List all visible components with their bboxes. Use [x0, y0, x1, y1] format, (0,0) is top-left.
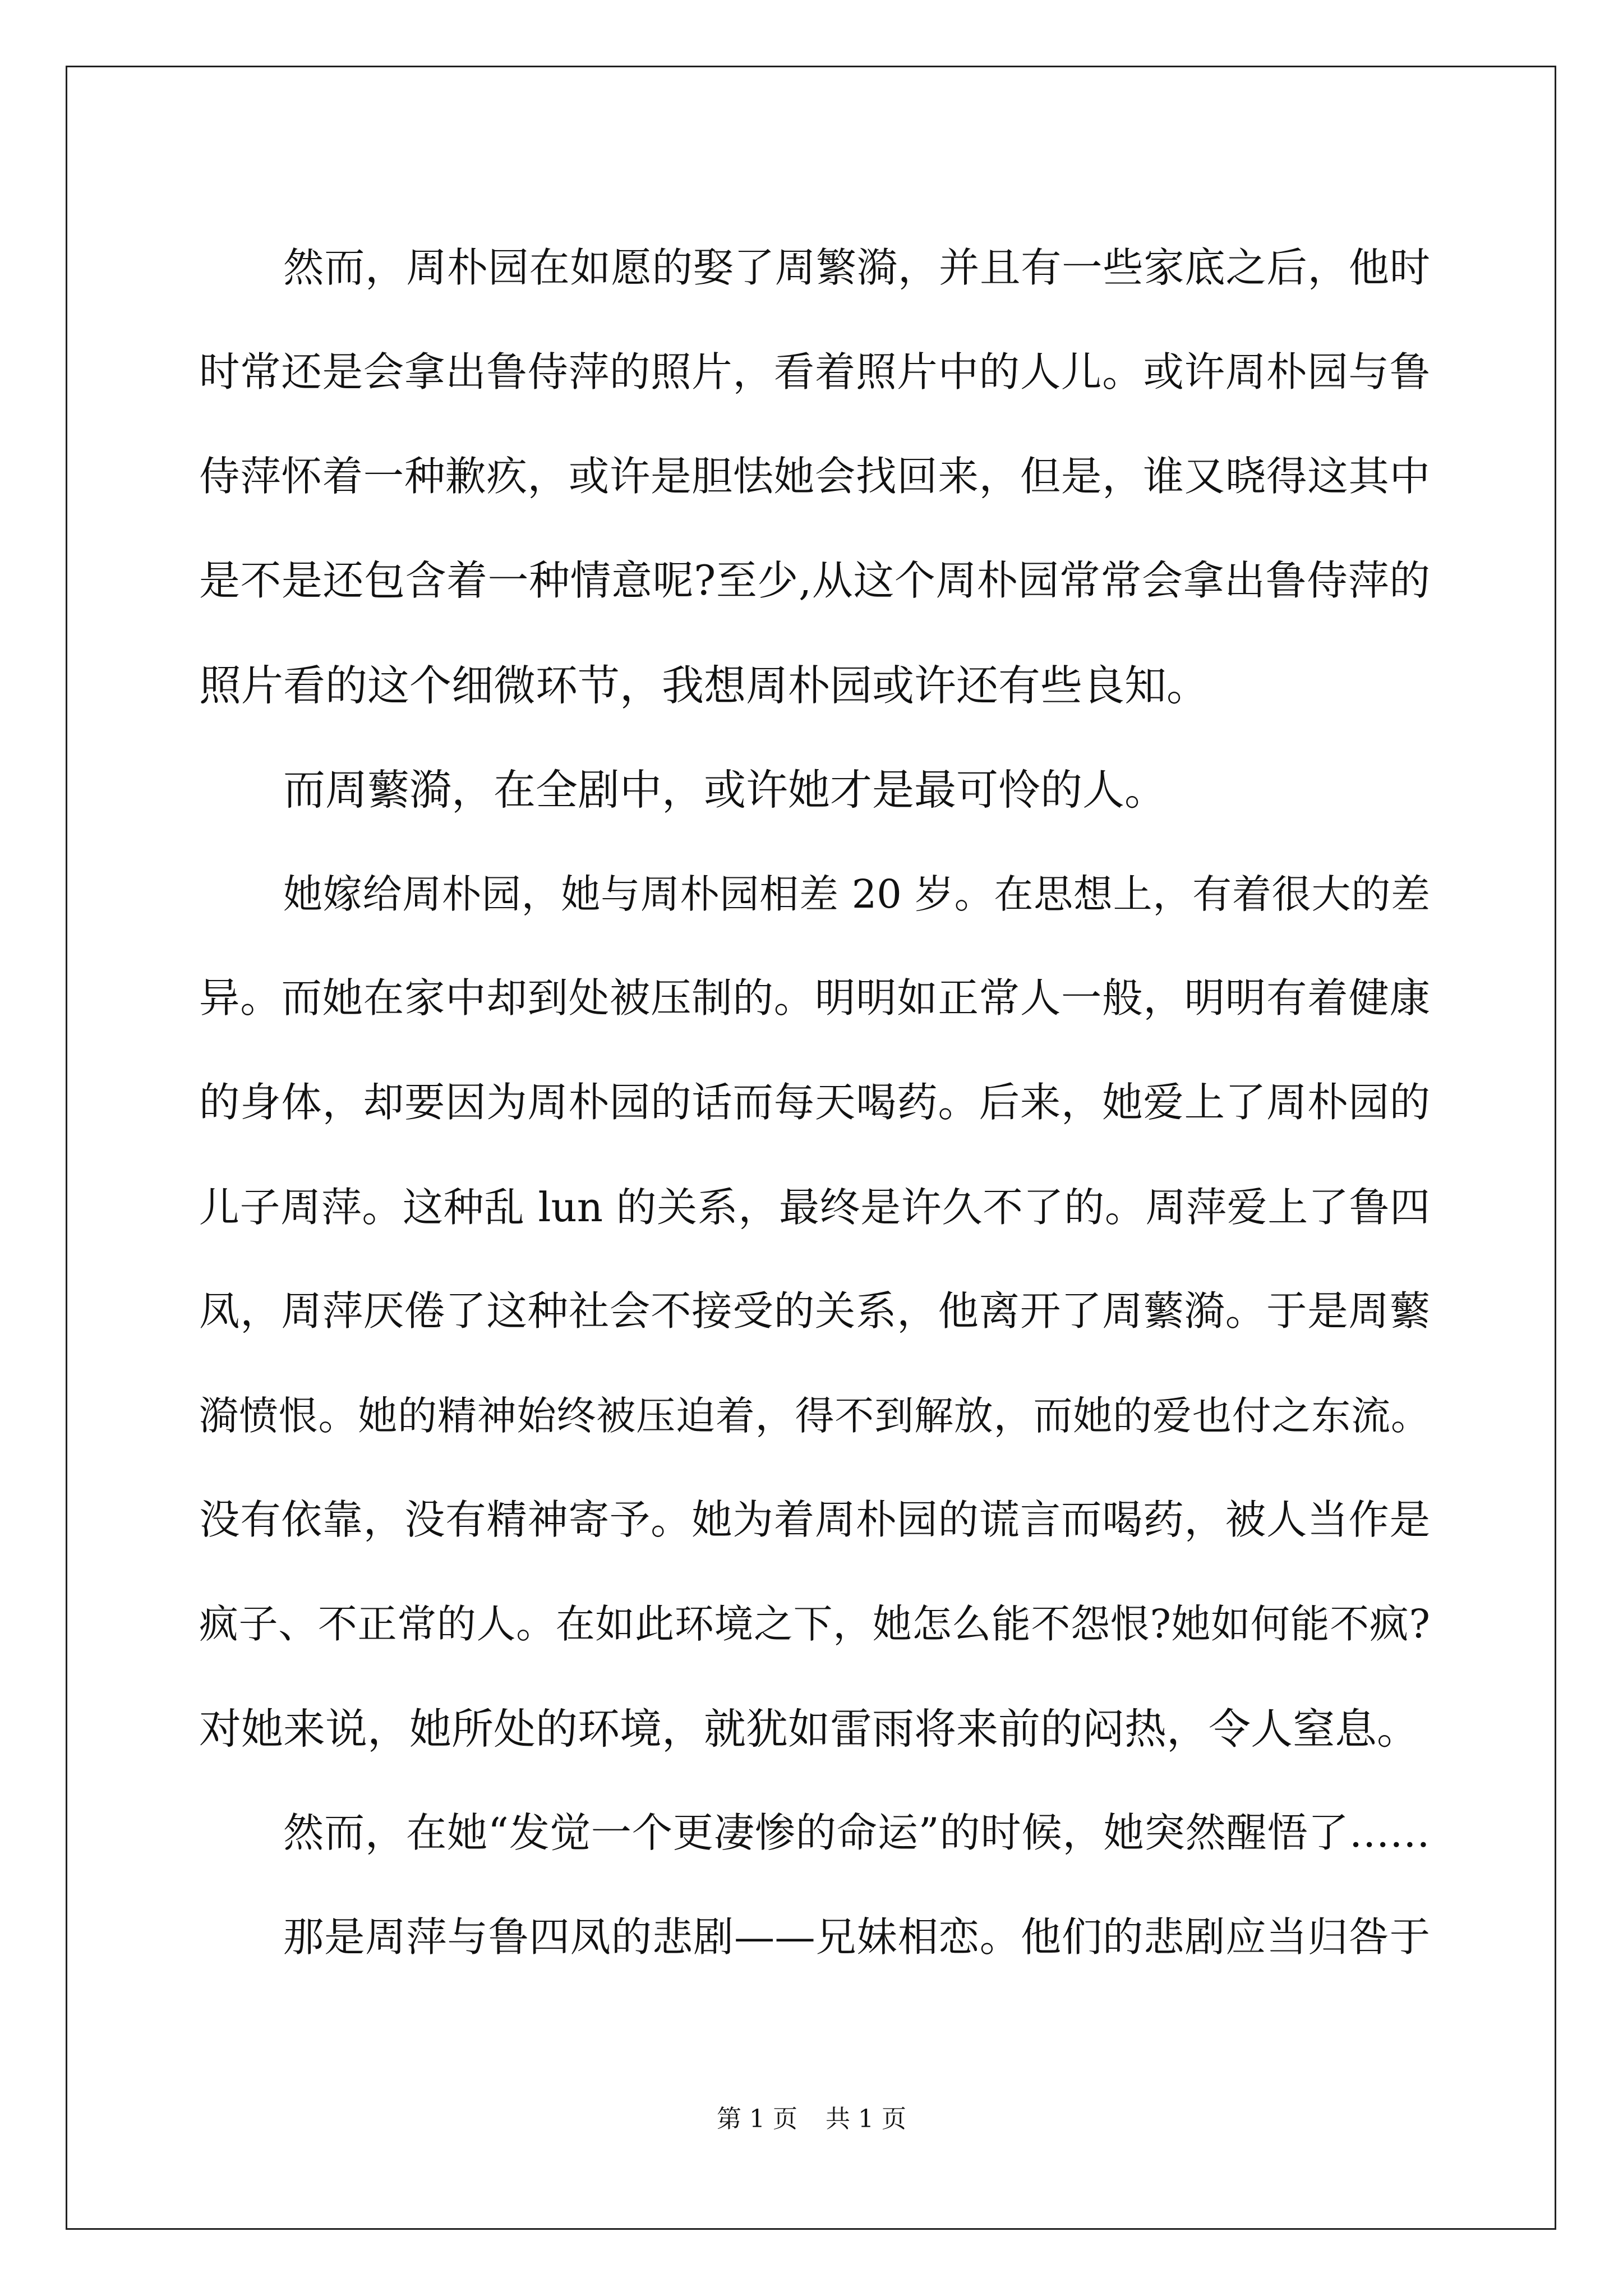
text-line: 异。而她在家中却到处被压制的。明明如正常人一般，明明有着健康 — [199, 975, 1430, 1022]
text-line: 是不是还包含着一种情意呢?至少,从这个周朴园常常会拿出鲁侍萍的 — [199, 557, 1430, 605]
text-line: 对她来说，她所处的环境，就犹如雷雨将来前的闷热，令人窒息。 — [199, 1704, 1419, 1754]
text-line: 儿子周萍。这种乱 lun 的关系，最终是许久不了的。周萍爱上了鲁四 — [199, 1184, 1430, 1231]
page-number: 第 1 页 — [717, 2105, 797, 2133]
text-line: 没有依靠，没有精神寄予。她为着周朴园的谎言而喝药，被人当作是 — [199, 1497, 1430, 1544]
text-line: 她嫁给周朴园，她与周朴园相差 20 岁。在思想上，有着很大的差 — [283, 871, 1430, 917]
text-line: 漪愤恨。她的精神始终被压迫着，得不到解放，而她的爱也付之东流。 — [199, 1393, 1430, 1439]
text-line: 然而，在她“发觉一个更凄惨的命运”的时候，她突然醒悟了…… — [283, 1810, 1430, 1857]
text-line: 然而，周朴园在如愿的娶了周繁漪，并且有一些家底之后，他时 — [283, 245, 1430, 292]
text-line: 照片看的这个细微环节，我想周朴园或许还有些良知。 — [199, 661, 1209, 710]
text-line: 侍萍怀着一种歉疚，或许是胆怯她会找回来，但是，谁又晓得这其中 — [199, 453, 1430, 500]
text-line: 凤，周萍厌倦了这种社会不接受的关系，他离开了周蘩漪。于是周蘩 — [199, 1288, 1430, 1335]
text-line: 而周蘩漪，在全剧中，或许她才是最可怜的人。 — [283, 765, 1167, 815]
page-footer — [0, 2102, 1623, 2136]
text-line: 那是周萍与鲁四凤的悲剧——兄妹相恋。他们的悲剧应当归咎于 — [283, 1914, 1430, 1961]
text-line: 的身体，却要因为周朴园的话而每天喝药。后来，她爱上了周朴园的 — [199, 1079, 1430, 1126]
text-line: 疯子、不正常的人。在如此环境之下，她怎么能不怨恨?她如何能不疯? — [199, 1602, 1430, 1647]
document-body — [199, 216, 1430, 1990]
page-total: 共 1 页 — [826, 2105, 906, 2133]
text-line: 时常还是会拿出鲁侍萍的照片，看着照片中的人儿。或许周朴园与鲁 — [199, 349, 1430, 396]
